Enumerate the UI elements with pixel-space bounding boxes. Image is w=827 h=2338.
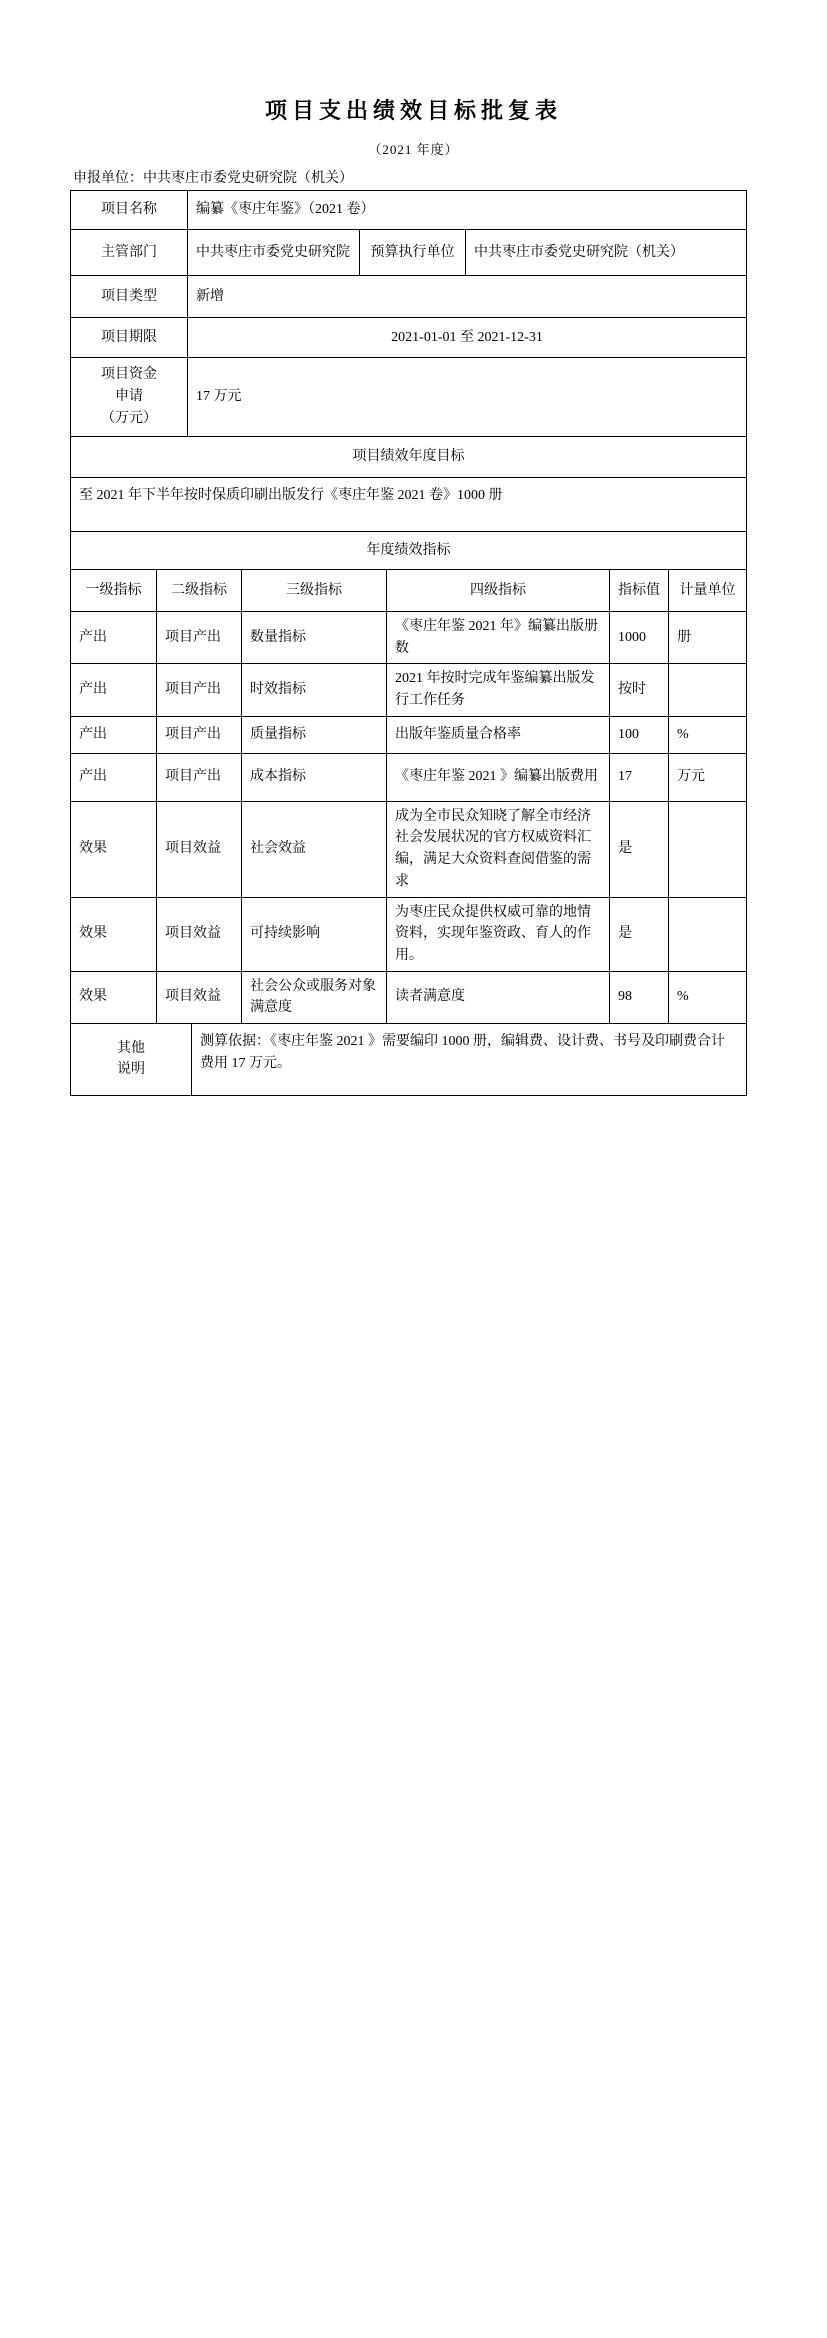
indicator-cell-level1: 产出 xyxy=(79,682,107,698)
indicator-cell-value: 是 xyxy=(609,898,668,971)
indicator-cell-unit: 万元 xyxy=(668,754,746,801)
indicator-cell-value: 98 xyxy=(609,972,668,1023)
other-note-row xyxy=(71,1023,746,1095)
indicator-cell-level2: 项目产出 xyxy=(156,612,241,663)
annual-goal-header: 项目绩效年度目标 xyxy=(352,449,465,465)
project-period-row xyxy=(71,317,746,357)
indicator-cell-level3: 成本指标 xyxy=(241,754,386,801)
indicator-cell-level1: 产出 xyxy=(79,726,107,742)
col-header-value: 指标值 xyxy=(609,570,668,611)
indicator-row xyxy=(71,897,746,971)
project-name-label: 项目名称 xyxy=(101,202,157,218)
indicator-cell-level4: 成为全市民众知晓了解全市经济社会发展状况的官方权威资料汇编，满足大众资料查阅借鉴的需求 xyxy=(386,802,609,897)
annual-goal-content: 至 2021 年下半年按时保质印刷出版发行《枣庄年鉴 2021 卷》1000 册 xyxy=(79,488,503,503)
document-page xyxy=(0,0,827,1096)
project-period-label: 项目期限 xyxy=(101,329,157,345)
indicator-cell-level2: 项目效益 xyxy=(156,802,241,897)
indicator-cell-level1: 产出 xyxy=(79,629,107,645)
indicator-cell-value: 17 xyxy=(609,754,668,801)
page-subtitle: （2021 年度） xyxy=(368,142,459,157)
other-note-content: 测算依据：《枣庄年鉴 2021 》需要编印 1000 册，编辑费、设计费、书号及印刷费合计费用 17 万元。 xyxy=(191,1024,746,1095)
col-header-level1: 一级指标 xyxy=(85,582,142,598)
indicator-cell-value: 是 xyxy=(609,802,668,897)
project-type-value: 新增 xyxy=(187,276,746,317)
indicator-cell-level3: 时效指标 xyxy=(241,664,386,715)
indicator-cell-level4: 读者满意度 xyxy=(386,972,609,1023)
declare-unit-line: 申报单位：中共枣庄市委党史研究院（机关） xyxy=(73,171,353,186)
indicator-cell-value: 100 xyxy=(609,717,668,753)
project-name-row xyxy=(71,191,746,229)
department-row xyxy=(71,229,746,275)
indicator-cell-level2: 项目效益 xyxy=(156,972,241,1023)
indicator-cell-level2: 项目产出 xyxy=(156,754,241,801)
indicator-row xyxy=(71,801,746,897)
indicator-row xyxy=(71,753,746,801)
indicator-cell-level3: 社会公众或服务对象满意度 xyxy=(241,972,386,1023)
col-header-level2: 二级指标 xyxy=(156,570,241,611)
indicator-cell-level4: 《枣庄年鉴 2021 年》编纂出版册数 xyxy=(386,612,609,663)
indicator-cell-level4: 出版年鉴质量合格率 xyxy=(386,717,609,753)
indicator-cell-level4: 为枣庄民众提供权威可靠的地情资料，实现年鉴资政、育人的作用。 xyxy=(386,898,609,971)
indicator-cell-level3: 社会效益 xyxy=(241,802,386,897)
indicator-cell-level4: 《枣庄年鉴 2021 》编纂出版费用 xyxy=(386,754,609,801)
indicator-cell-value: 1000 xyxy=(609,612,668,663)
annual-goal-header-row xyxy=(71,436,746,477)
fund-label-line-2: 申请 xyxy=(115,389,143,405)
project-fund-row xyxy=(71,357,746,436)
col-header-unit: 计量单位 xyxy=(668,570,746,611)
indicator-cell-level2: 项目效益 xyxy=(156,898,241,971)
indicator-cell-unit xyxy=(668,664,746,715)
fund-label-line-3: （万元） xyxy=(101,410,157,426)
other-label-line-2: 说明 xyxy=(117,1062,145,1078)
form-content xyxy=(70,167,747,1096)
project-name-value: 编纂《枣庄年鉴》（2021 卷） xyxy=(187,191,746,229)
other-note-label xyxy=(71,1024,191,1095)
indicator-cell-level2: 项目产出 xyxy=(156,664,241,715)
department-value: 中共枣庄市委党史研究院 xyxy=(187,230,359,275)
page-title: 项目支出绩效目标批复表 xyxy=(264,98,562,123)
indicator-cell-unit: 册 xyxy=(668,612,746,663)
approval-form-table xyxy=(70,190,747,1096)
budget-unit-value: 中共枣庄市委党史研究院（机关） xyxy=(465,230,746,275)
annual-goal-content-row xyxy=(71,477,746,531)
indicator-row xyxy=(71,663,746,715)
project-fund-value: 17 万元 xyxy=(187,358,746,436)
indicator-cell-level1: 效果 xyxy=(79,989,107,1005)
indicator-cell-unit: % xyxy=(668,717,746,753)
other-label-line-1: 其他 xyxy=(117,1040,145,1056)
indicator-cell-level3: 质量指标 xyxy=(241,717,386,753)
project-type-row xyxy=(71,275,746,317)
indicator-cell-level4: 2021 年按时完成年鉴编纂出版发行工作任务 xyxy=(386,664,609,715)
project-fund-label xyxy=(71,358,187,436)
indicator-cell-unit xyxy=(668,802,746,897)
project-type-label: 项目类型 xyxy=(101,288,157,304)
indicator-cell-level1: 效果 xyxy=(79,926,107,942)
col-header-level3: 三级指标 xyxy=(241,570,386,611)
indicator-cell-unit xyxy=(668,898,746,971)
indicator-cell-value: 按时 xyxy=(609,664,668,715)
indicator-row xyxy=(71,611,746,663)
indicators-header-row xyxy=(71,531,746,569)
indicator-cell-unit: % xyxy=(668,972,746,1023)
indicator-row xyxy=(71,971,746,1023)
fund-label-line-1: 项目资金 xyxy=(101,367,157,383)
indicator-cell-level2: 项目产出 xyxy=(156,717,241,753)
indicator-cell-level3: 可持续影响 xyxy=(241,898,386,971)
department-label: 主管部门 xyxy=(101,244,157,260)
indicator-row xyxy=(71,716,746,753)
indicator-cell-level3: 数量指标 xyxy=(241,612,386,663)
budget-unit-label: 预算执行单位 xyxy=(359,230,465,275)
project-period-value: 2021-01-01 至 2021-12-31 xyxy=(187,318,746,357)
indicator-cell-level1: 效果 xyxy=(79,841,107,857)
indicator-cell-level1: 产出 xyxy=(79,769,107,785)
indicator-column-header-row xyxy=(71,569,746,611)
indicators-header: 年度绩效指标 xyxy=(366,542,451,558)
col-header-level4: 四级指标 xyxy=(386,570,609,611)
